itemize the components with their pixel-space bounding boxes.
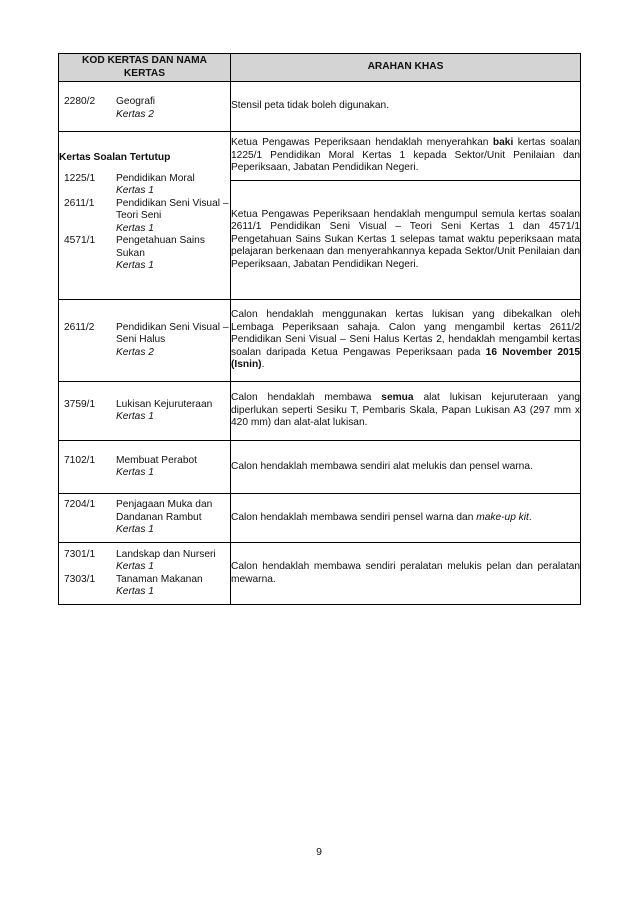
instruction-text: Calon hendaklah membawa bbox=[231, 392, 382, 404]
paper-code: 7301/1 bbox=[64, 548, 96, 560]
paper-group-cell bbox=[59, 543, 231, 605]
instruction-cell bbox=[231, 300, 581, 382]
paper-code: 7303/1 bbox=[64, 573, 96, 585]
paper-code: 2611/1 bbox=[64, 197, 95, 209]
instruction-text: kertas soalan 1225/1 Pendidikan Moral Kertas 1 kepada Sektor/Unit Penilaian dan Peperiksaan, Jabatan Pendidikan Negeri. bbox=[231, 137, 580, 174]
instruction-emphasis: baki bbox=[492, 137, 514, 149]
table-row bbox=[59, 82, 581, 132]
instruction-cell: Stensil peta tidak boleh digunakan. bbox=[231, 82, 581, 132]
paper-cell bbox=[59, 82, 231, 132]
paper-code: 7102/1 bbox=[64, 454, 96, 466]
paper-number: Kertas 1 bbox=[116, 524, 154, 536]
instruction-cell: Ketua Pengawas Peperiksaan hendaklah mengumpul semula kertas soalan 2611/1 Pendidikan Seni Visual – Teori Seni Kertas 1 dan 4571/1 Pengetahuan Sains Sukan Kertas 1 selepas tamat waktu peperiksaan mata pelajaran berkenaan dan menyerahkannya kepada Sektor/Unit Penilaian dan Peperiksaan, Jabatan Pendidikan Negeri. bbox=[231, 181, 581, 300]
instruction-cell bbox=[231, 494, 581, 543]
paper-name: Pendidikan Moral bbox=[116, 172, 195, 184]
instruction-text: alat lukisan kejuruteraan yang diperlukan seperti Sesiku T, Pembaris Skala, Papan Lukisan A3 (297 mm x 420 mm) dan alat-alat lukisan. bbox=[231, 392, 580, 429]
instruction-cell bbox=[231, 132, 581, 181]
paper-code: 7204/1 bbox=[64, 499, 96, 511]
paper-name: Tanaman Makanan bbox=[116, 573, 203, 585]
paper-cell bbox=[59, 300, 231, 382]
header-paper-code: KOD KERTAS DAN NAMA KERTAS bbox=[59, 54, 231, 82]
paper-cell bbox=[59, 494, 231, 543]
page-number: 9 bbox=[316, 846, 322, 858]
paper-name: Membuat Perabot bbox=[116, 454, 197, 466]
instruction-italic: make-up kit bbox=[476, 511, 529, 523]
paper-code: 3759/1 bbox=[64, 398, 96, 410]
paper-name: Landskap dan Nurseri bbox=[116, 548, 216, 560]
paper-number: Kertas 1 bbox=[116, 222, 154, 234]
paper-code: 1225/1 bbox=[64, 172, 96, 184]
instruction-text: Ketua Pengawas Peperiksaan hendaklah menyerahkan bbox=[231, 137, 493, 149]
paper-code: 2280/2 bbox=[64, 96, 96, 107]
paper-number: Kertas 2 bbox=[116, 108, 154, 120]
paper-name: Pengetahuan Sains Sukan bbox=[116, 235, 205, 259]
paper-group-cell bbox=[59, 132, 231, 300]
paper-cell bbox=[59, 441, 231, 494]
paper-code: 4571/1 bbox=[64, 235, 96, 246]
table-header-row bbox=[59, 54, 581, 82]
instruction-cell: Calon hendaklah membawa sendiri alat melukis dan pensel warna. bbox=[231, 441, 581, 494]
paper-number: Kertas 1 bbox=[116, 260, 154, 271]
paper-code: 2611/2 bbox=[64, 321, 95, 333]
instruction-text: Calon hendaklah membawa sendiri pensel warna dan bbox=[231, 511, 477, 523]
table-row bbox=[59, 543, 581, 605]
paper-name: Pendidikan Seni Visual – Seni Halus bbox=[116, 321, 229, 346]
table-row bbox=[59, 494, 581, 543]
header-special-instructions: ARAHAN KHAS bbox=[231, 54, 581, 82]
group-title: Kertas Soalan Tertutup bbox=[59, 152, 171, 163]
paper-number: Kertas 1 bbox=[116, 561, 154, 572]
table-row bbox=[59, 441, 581, 494]
paper-cell bbox=[59, 382, 231, 441]
special-instructions-table bbox=[58, 53, 581, 605]
paper-name: Lukisan Kejuruteraan bbox=[116, 398, 213, 410]
instruction-text: . bbox=[528, 511, 532, 523]
instruction-text: Calon hendaklah menggunakan kertas lukisan yang dibekalkan oleh Lembaga Peperiksaan sahaja. Calon yang mengambil kertas 2611/2 Pendidikan Seni Visual – Seni Halus Kertas 2, hendaklah mengambil kertas soalan daripada Ketua Pengawas Peperiksaan pada bbox=[231, 309, 580, 358]
paper-number: Kertas 1 bbox=[116, 586, 154, 597]
instruction-emphasis: semua bbox=[381, 392, 414, 404]
instruction-text: . bbox=[261, 359, 265, 371]
paper-number: Kertas 1 bbox=[116, 467, 154, 478]
paper-name: Geografi bbox=[116, 96, 156, 107]
paper-number: Kertas 2 bbox=[116, 346, 154, 358]
paper-number: Kertas 1 bbox=[116, 411, 154, 422]
table-row bbox=[59, 132, 581, 181]
table-row bbox=[59, 382, 581, 441]
instruction-emphasis: 16 November 2015 (Isnin) bbox=[231, 346, 580, 371]
paper-name: Pendidikan Seni Visual – Teori Seni bbox=[116, 197, 229, 221]
paper-number: Kertas 1 bbox=[116, 185, 154, 196]
instruction-cell bbox=[231, 382, 581, 441]
instruction-cell: Calon hendaklah membawa sendiri peralatan melukis pelan dan peralatan mewarna. bbox=[231, 543, 581, 605]
paper-name: Penjagaan Muka dan Dandanan Rambut bbox=[116, 499, 213, 523]
table-row bbox=[59, 300, 581, 382]
